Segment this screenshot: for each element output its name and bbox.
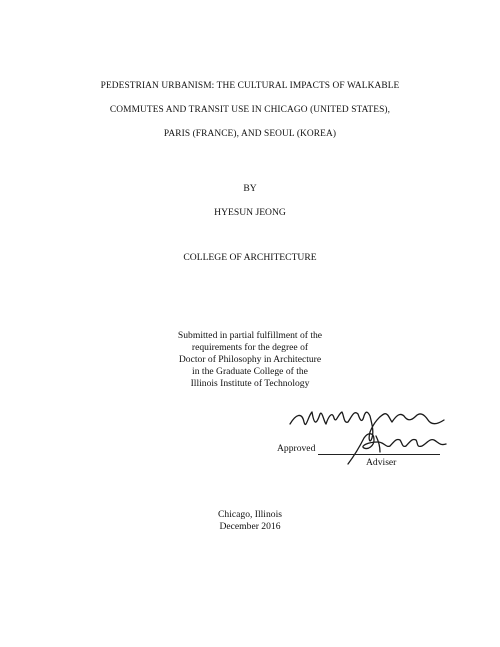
approved-label: Approved xyxy=(277,443,316,454)
title-line-1: PEDESTRIAN URBANISM: THE CULTURAL IMPACTS OF WALKABLE xyxy=(100,81,400,91)
submission-line-4: in the Graduate College of the xyxy=(192,366,308,377)
adviser-label: Adviser xyxy=(366,457,397,468)
college-name: COLLEGE OF ARCHITECTURE xyxy=(183,252,317,263)
signature-line xyxy=(318,454,440,455)
title-line-3: PARIS (FRANCE), AND SEOUL (KOREA) xyxy=(163,129,337,139)
submission-line-5: Illinois Institute of Technology xyxy=(190,378,310,389)
date: December 2016 xyxy=(219,521,281,532)
submission-line-1: Submitted in partial fulfillment of the xyxy=(177,330,323,341)
author-name: HYESUN JEONG xyxy=(214,207,286,218)
title-line-2: COMMUTES AND TRANSIT USE IN CHICAGO (UNITED STATES), xyxy=(109,105,391,115)
location: Chicago, Illinois xyxy=(218,509,282,520)
submission-line-2: requirements for the degree of xyxy=(191,342,309,353)
submission-line-3: Doctor of Philosophy in Architecture xyxy=(178,354,322,365)
approval-block xyxy=(270,402,450,472)
by-label: BY xyxy=(243,183,257,194)
